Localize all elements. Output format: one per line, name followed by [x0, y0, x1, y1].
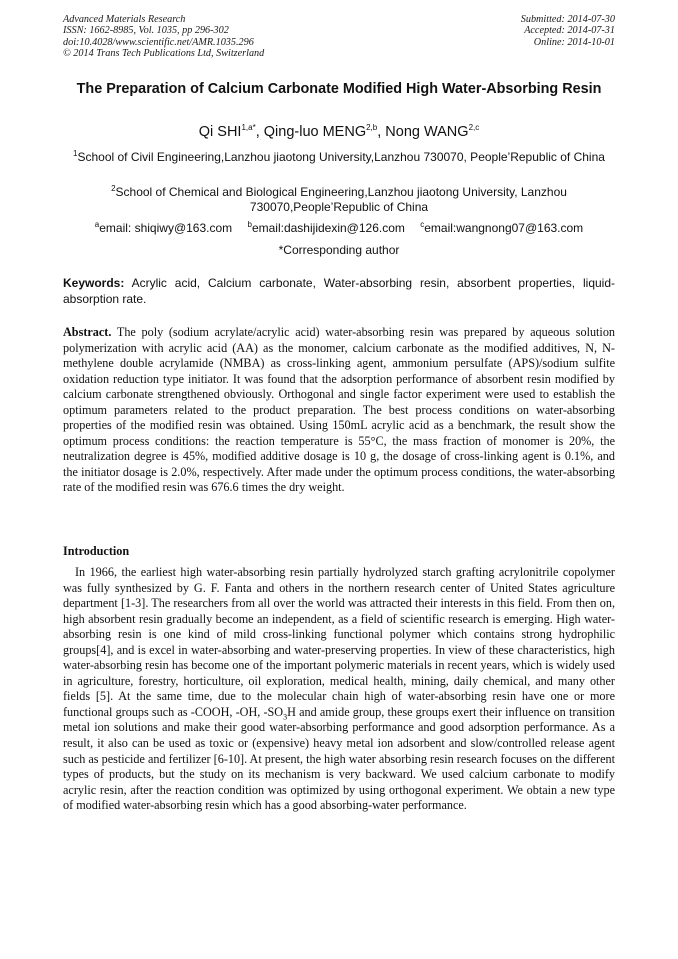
submitted-date: Submitted: 2014-07-30: [520, 14, 615, 25]
author-name: Qing-luo MENG: [263, 124, 367, 140]
author-name: Nong WANG: [385, 124, 469, 140]
abstract-label: Abstract.: [63, 325, 112, 339]
email-text: email:dashijidexin@126.com: [251, 221, 405, 235]
introduction-paragraph: [63, 565, 615, 814]
email-text: email: shiqiwy@163.com: [99, 221, 233, 235]
keywords-label: Keywords:: [63, 276, 125, 290]
journal-header-right: [521, 14, 615, 48]
journal-header-left: [63, 14, 264, 60]
intro-text-part1: In 1966, the earliest high water-absorbing resin partially hydrolyzed starch grafting acrylonitrile copolymer was fully synthesized by G. F. Fanta and others in the northern research center of United States agriculture department [1-3]. The researchers from all over the world was attracted their interests in this field. From then on, high absorbent resin gradually become an independent, as a field of scientific research is emerging. High water-absorbing resin is one kind of mild cross-linking functional polymer which contains strong hydrophilic groups[4], and is excel in water-absorbing and water-preserving properties. In view of these characteristics, high water-absorbing resin has become one of the important polymeric materials in recent years, which is widely used in agriculture, forestry, horticulture, oil exploration, medical health, mining, daily chemical, and many other fields [5]. At the same time, due to the molecular chain high of water-absorbing resin have one or more functional groups such as -COOH, -OH, -SO: [63, 565, 615, 719]
author-list: Qi $SHI^{1,a*}$, Qing-luo MENG$^{2,b}$, Nong WANG$^{2,c}$: [198, 123, 480, 140]
email-mark: a: [94, 220, 100, 229]
sulfonate-subscript: 3: [283, 712, 288, 722]
email-text: email:wangnong07@163.com: [424, 221, 584, 235]
copyright-line: © 2014 Trans Tech Publications Ltd, Switzerland: [63, 48, 265, 60]
online-date: Online: 2014-10-01: [533, 36, 615, 48]
affiliation-mark: 1: [73, 149, 78, 158]
affiliation-1: [63, 150, 615, 165]
intro-text-part2: H and amide group, these groups exert their influence on transition metal ion solutions and make their good water-absorbing performance and good adsorption performance. As a result, it also can be used as toxic or (expensive) heavy metal ion adsorbent and slow/controlled release agent such as pesticide and fertilizer [6-10]. At present, the high water absorbing resin research focuses on the different types of products, but the study on its mechanism is very backward. We used calcium carbonate to modify acrylic resin, after the reaction condition was optimized by using orthogonal experiment. We obtain a new type of modified water-absorbing resin which has a good absorbing-water performance.: [63, 704, 615, 813]
email-b: [248, 221, 405, 235]
journal-name: Advanced Materials Research: [63, 14, 186, 25]
affiliation-text: School of Civil Engineering,Lanzhou jiaotong University,Lanzhou 730070, People’Republic of China: [77, 150, 605, 164]
accepted-date: Accepted: 2014-07-31: [524, 25, 615, 37]
email-list: [63, 221, 615, 236]
affiliation-text: School of Chemical and Biological Engineering,Lanzhou jiaotong University, Lanzhou 730070,People’Republic of China: [115, 185, 567, 215]
keywords-text: Acrylic acid, Calcium carbonate, Water-absorbing resin, absorbent properties, liquid-absorption rate.: [63, 276, 615, 306]
abstract-text: The poly (sodium acrylate/acrylic acid) water-absorbing resin was prepared by aqueous solution polymerization with acrylic acid (AA) as the monomer, calcium carbonate as the modified additives, N, N- methylene double acrylamide (NMBA) as cross-linking agent, ammonium persulfate (APS)/sodium sulfite oxidation reduction type initiator. It was found that the adsorption performance of absorbent resin modified by calcium carbonate strengthened obviously. Orthogonal and single factor experiment were used to establish the optimum parameters related to the product preparation. The best process conditions on water-absorbing properties of the modified resin was obtained. Using 150mL acrylic acid as a benchmark, the result show the optimum process conditions: the reaction temperature is 55°C, the mass fraction of monomer is 20%, the neutralization degree is 45%, modified additive dosage is 10 g, the dosage of cross-linking agent is 0.1%, and the initiator dosage is 2.0%, respectively. After made under the optimum process conditions, the water-absorbing rate of the modified resin was 676.6 times the dry weight.: [63, 325, 616, 495]
abstract-section: [63, 325, 615, 496]
issn-line: ISSN: 1662-8985, Vol. 1035, pp 296-302: [63, 25, 229, 37]
email-c: [420, 221, 583, 235]
email-mark: c: [420, 220, 425, 229]
author-name: Qi SHI: [198, 124, 242, 140]
author-affiliation-mark: 2,c: [468, 123, 480, 133]
email-a: [95, 221, 232, 235]
introduction-heading: Introduction: [63, 544, 130, 558]
keywords-section: [63, 276, 615, 307]
affiliation-2: [63, 185, 615, 216]
author-affiliation-mark: 2,b: [366, 123, 378, 133]
affiliation-mark: 2: [111, 184, 116, 193]
paper-title: The Preparation of Calcium Carbonate Modified High Water-Absorbing Resin: [76, 81, 602, 97]
email-mark: b: [247, 220, 252, 229]
author-affiliation-mark: 1,a*: [241, 123, 256, 133]
corresponding-author-note: *Corresponding author: [278, 243, 400, 257]
doi-line: doi:10.4028/www.scientific.net/AMR.1035.296: [63, 36, 254, 48]
